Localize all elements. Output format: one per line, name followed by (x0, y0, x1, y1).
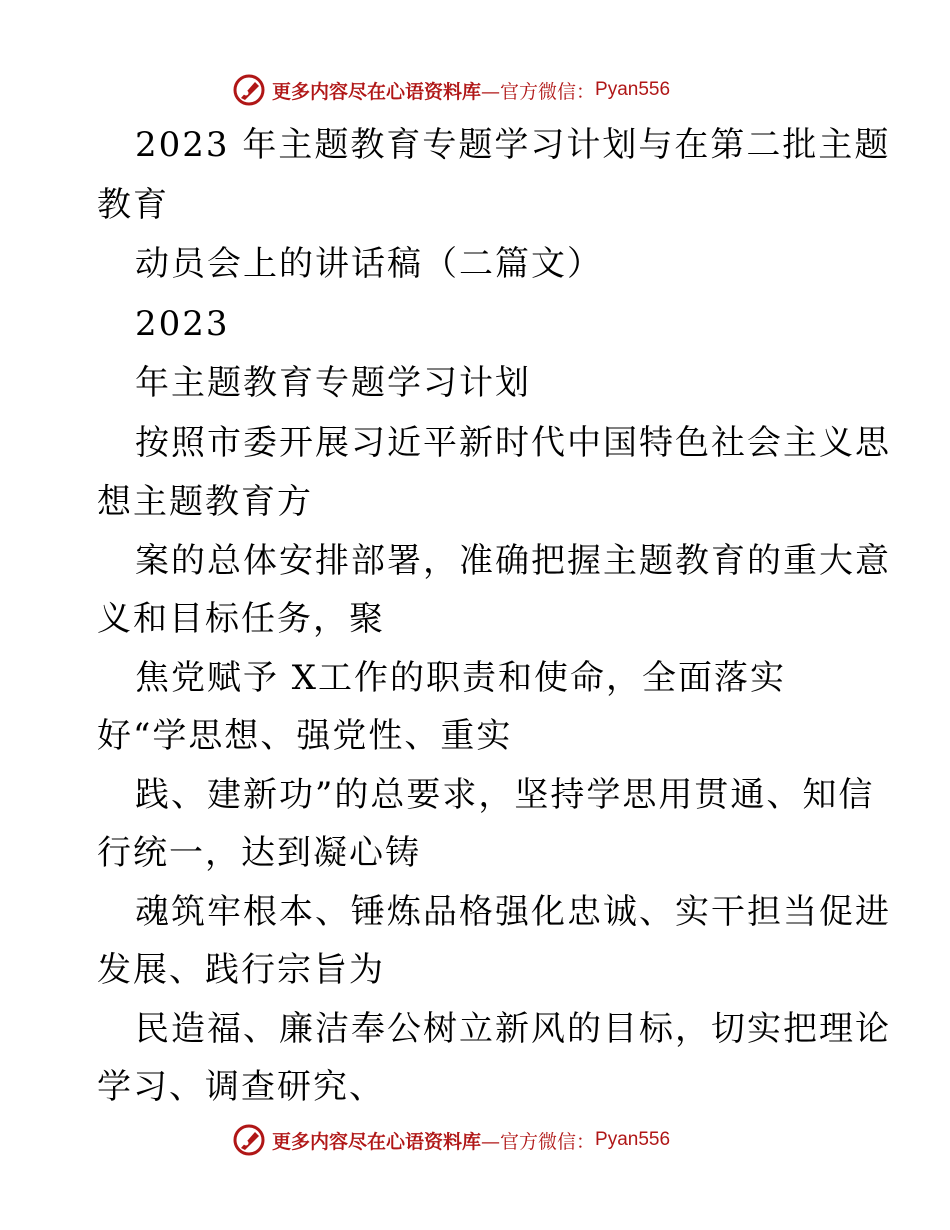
doc-body-line: 好“学思想、强党性、重实 (97, 716, 513, 756)
doc-body-line: 焦党赋予 X工作的职责和使命，全面落实 (135, 658, 787, 698)
doc-body-line: 想主题教育方 (97, 482, 313, 522)
doc-body-line: 按照市委开展习近平新时代中国特色社会主义思 (135, 423, 891, 463)
doc-body-line: 发展、践行宗旨为 (97, 950, 385, 990)
doc-heading: 年主题教育专题学习计划 (135, 363, 531, 403)
doc-body-line: 践、建新功”的总要求，坚持学思用贯通、知信 (135, 775, 875, 815)
pen-circle-logo-icon (232, 73, 266, 107)
doc-body-line: 魂筑牢根本、锤炼品格强化忠诚、实干担当促进 (135, 892, 891, 932)
banner-sub-text: —官方微信： (481, 1130, 596, 1153)
doc-title-line-2: 教育 (97, 185, 169, 225)
doc-heading-year: 2023 (135, 304, 230, 344)
doc-body-line: 行统一，达到凝心铸 (97, 833, 421, 873)
banner-sub-text: —官方微信： (481, 80, 596, 103)
banner-wechat-id: Pyan556 (595, 79, 671, 100)
pen-circle-logo-icon (232, 1123, 266, 1157)
doc-body-line: 案的总体安排部署，准确把握主题教育的重大意 (135, 541, 891, 581)
footer-watermark-banner (232, 1120, 670, 1160)
doc-body-line: 民造福、廉洁奉公树立新风的目标，切实把理论 (135, 1009, 891, 1049)
doc-body-line: 学习、调查研究、 (97, 1067, 385, 1107)
banner-wechat-id: Pyan556 (595, 1129, 671, 1150)
banner-main-text: 更多内容尽在心语资料库 (272, 1130, 482, 1153)
doc-body-line: 义和目标任务，聚 (97, 599, 385, 639)
banner-main-text: 更多内容尽在心语资料库 (272, 80, 482, 103)
header-watermark-banner (232, 70, 670, 110)
doc-title-line-3: 动员会上的讲话稿（二篇文） (135, 244, 603, 284)
doc-title-line-1: 2023 年主题教育专题学习计划与在第二批主题 (135, 125, 891, 165)
